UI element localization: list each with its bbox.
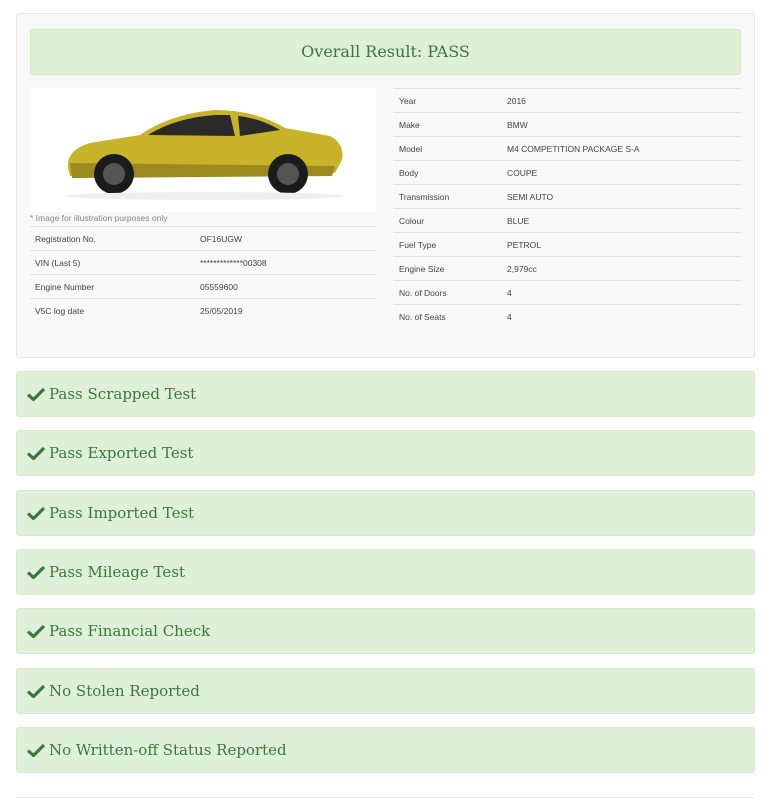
vehicle-details-table: [394, 88, 741, 328]
row-value: 25/05/2019: [195, 299, 376, 323]
row-value: 2,979cc: [502, 257, 741, 281]
divider: [16, 797, 755, 798]
row-value: SEMI AUTO: [502, 185, 741, 209]
check-icon: [27, 565, 45, 579]
overall-result-banner: Overall Result: PASS: [30, 29, 741, 75]
test-label: Pass Financial Check: [49, 622, 211, 641]
row-value: 4: [502, 281, 741, 305]
row-value: 2016: [502, 89, 741, 113]
test-label: Pass Imported Test: [49, 503, 195, 522]
test-label: No Stolen Reported: [49, 681, 200, 700]
test-label: Pass Mileage Test: [49, 562, 185, 581]
table-row: [30, 251, 376, 275]
row-label: VIN (Last 5): [30, 251, 195, 275]
row-value: 05559600: [195, 275, 376, 299]
row-label: Make: [394, 113, 502, 137]
check-icon: [27, 506, 45, 520]
check-icon: [27, 743, 45, 757]
table-row: [394, 185, 741, 209]
table-row: [30, 227, 376, 251]
test-result-item: [16, 430, 755, 476]
table-row: [394, 305, 741, 329]
row-label: Engine Size: [394, 257, 502, 281]
row-label: Body: [394, 161, 502, 185]
row-label: Transmission: [394, 185, 502, 209]
table-row: [394, 257, 741, 281]
row-label: Model: [394, 137, 502, 161]
row-value: 4: [502, 305, 741, 329]
row-value: COUPE: [502, 161, 741, 185]
row-value: *************00308: [195, 251, 376, 275]
test-result-item: [16, 490, 755, 536]
row-label: Fuel Type: [394, 233, 502, 257]
vehicle-summary-panel: [16, 13, 755, 358]
row-label: No. of Doors: [394, 281, 502, 305]
table-row: [394, 113, 741, 137]
table-row: [394, 137, 741, 161]
test-label: No Written-off Status Reported: [49, 740, 287, 759]
row-label: V5C log date: [30, 299, 195, 323]
row-label: Registration No.: [30, 227, 195, 251]
car-image: [30, 88, 376, 212]
table-row: [394, 161, 741, 185]
row-label: Colour: [394, 209, 502, 233]
table-row: [30, 275, 376, 299]
table-row: [394, 233, 741, 257]
test-label: Pass Exported Test: [49, 444, 194, 463]
table-row: [394, 281, 741, 305]
check-icon: [27, 446, 45, 460]
row-value: BMW: [502, 113, 741, 137]
check-icon: [27, 624, 45, 638]
table-row: [394, 209, 741, 233]
table-row: [30, 299, 376, 323]
test-label: Pass Scrapped Test: [49, 385, 197, 403]
check-icon: [27, 387, 45, 401]
test-result-item: [16, 608, 755, 654]
row-label: Year: [394, 89, 502, 113]
row-value: M4 COMPETITION PACKAGE S-A: [502, 137, 741, 161]
registration-table: [30, 226, 376, 322]
test-result-item: [16, 668, 755, 714]
check-icon: [27, 684, 45, 698]
test-result-item: [16, 727, 755, 773]
table-row: [394, 89, 741, 113]
image-note: * Image for illustration purposes only: [30, 213, 168, 223]
row-value: BLUE: [502, 209, 741, 233]
row-label: Engine Number: [30, 275, 195, 299]
row-value: PETROL: [502, 233, 741, 257]
row-value: OF16UGW: [195, 227, 376, 251]
row-label: No. of Seats: [394, 305, 502, 329]
test-result-item: [16, 371, 755, 417]
test-result-item: [16, 549, 755, 595]
